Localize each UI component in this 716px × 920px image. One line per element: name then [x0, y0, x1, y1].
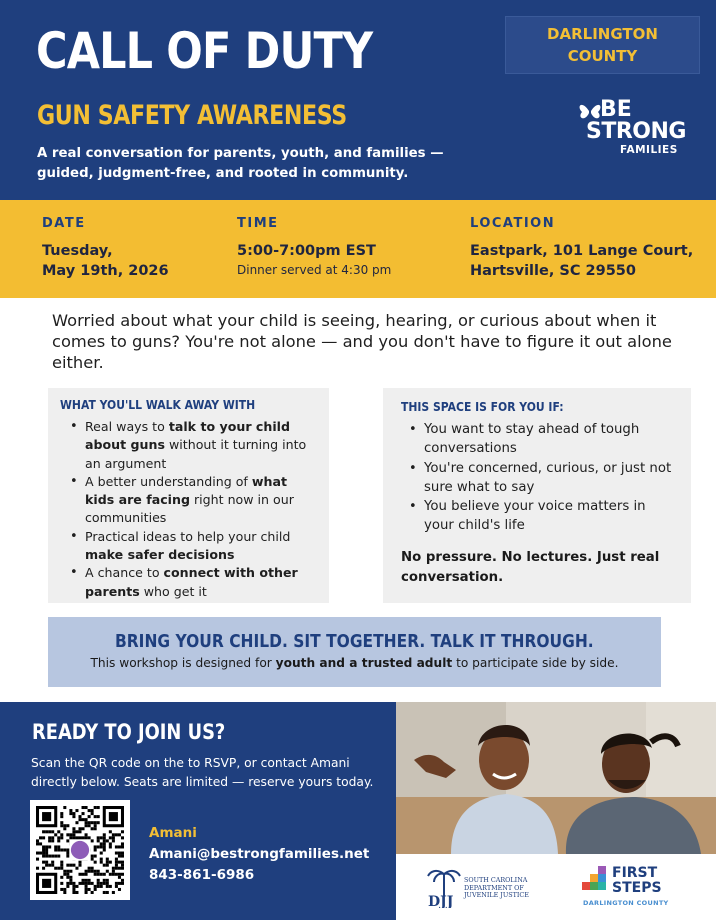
contact-info [149, 823, 369, 886]
rsvp-text: Scan the QR code on the to RSVP, or contact Amani directly below. Seats are limited — reserve yours today. [31, 756, 374, 789]
for-you-note: No pressure. No lectures. Just real conversation. [401, 549, 660, 585]
rsvp-qr-code[interactable] [30, 800, 130, 900]
first-steps-blocks-icon [582, 866, 610, 896]
list-item: • You want to stay ahead of tough conversations [401, 420, 673, 459]
date-label: DATE [42, 216, 86, 231]
contact-phone[interactable]: 843-861-6986 [149, 867, 255, 883]
for-you-panel [383, 388, 691, 603]
first-steps-text: FIRST STEPS [612, 865, 662, 896]
walk-away-heading: WHAT YOU'LL WALK AWAY WITH [60, 398, 256, 412]
location-value: Eastpark, 101 Lange Court, Hartsville, SC 29550 [470, 243, 694, 279]
list-item: • A better understanding of what kids are facing right now in our communities [60, 473, 317, 528]
contact-name: Amani [149, 825, 197, 841]
first-steps-subtext: DARLINGTON COUNTY [583, 899, 669, 907]
time-value: 5:00-7:00pm EST [237, 243, 376, 259]
time-note: Dinner served at 4:30 pm [237, 263, 392, 277]
page-title: CALL OF DUTY [36, 22, 373, 80]
date-value: Tuesday, May 19th, 2026 [42, 243, 169, 279]
father-son-photo-illustration [396, 702, 716, 854]
time-label: TIME [237, 216, 279, 231]
county-badge [505, 16, 700, 74]
list-item: • You believe your voice matters in your child's life [401, 497, 673, 536]
logo-line-families: FAMILIES [620, 144, 678, 156]
header-section [0, 0, 716, 200]
logo-line-strong: STRONG [586, 119, 686, 144]
for-you-list [401, 420, 673, 536]
county-badge-text: DARLINGTON COUNTY [547, 25, 658, 65]
djj-mark: DJJ [428, 894, 454, 908]
rsvp-section [0, 702, 396, 920]
intro-text: Worried about what your child is seeing, hearing, or curious about when it comes to guns? You're not alone — and you don't have to figure it out alone either. [52, 311, 672, 372]
logo-line-be: BE [600, 97, 632, 122]
tagline: A real conversation for parents, youth, and families — guided, judgment-free, and rooted in community. [37, 146, 444, 181]
location-column [470, 216, 693, 281]
list-item: • Real ways to talk to your child about guns without it turning into an argument [60, 418, 317, 473]
date-column [42, 216, 169, 281]
rsvp-heading: READY TO JOIN US? [32, 720, 226, 744]
time-column [237, 216, 391, 277]
first-steps-logo [582, 866, 682, 908]
scdjj-text: SOUTH CAROLINA DEPARTMENT OF JUVENILE JUSTICE [464, 876, 529, 899]
family-photo [396, 702, 716, 854]
list-item: • A chance to connect with other parents who get it [60, 564, 317, 601]
walk-away-panel [48, 388, 329, 603]
contact-email[interactable]: Amani@bestrongfamilies.net [149, 846, 370, 862]
scdjj-logo [426, 866, 546, 908]
list-item: • You're concerned, curious, or just not sure what to say [401, 459, 673, 498]
qr-code-icon [36, 806, 124, 894]
banner-heading: BRING YOUR CHILD. SIT TOGETHER. TALK IT THROUGH. [115, 631, 594, 652]
for-you-heading: THIS SPACE IS FOR YOU IF: [401, 400, 564, 414]
partner-logos [396, 854, 716, 920]
walk-away-list [60, 418, 317, 601]
palmetto-tree-icon [426, 866, 466, 908]
together-banner [48, 617, 661, 687]
be-strong-families-logo [578, 98, 698, 160]
page-subtitle: GUN SAFETY AWARENESS [37, 100, 347, 131]
banner-subtext: This workshop is designed for youth and a trusted adult to participate side by side. [90, 656, 619, 670]
list-item: • Practical ideas to help your child make safer decisions [60, 528, 317, 565]
event-info-bar [0, 200, 716, 298]
location-label: LOCATION [470, 216, 556, 231]
